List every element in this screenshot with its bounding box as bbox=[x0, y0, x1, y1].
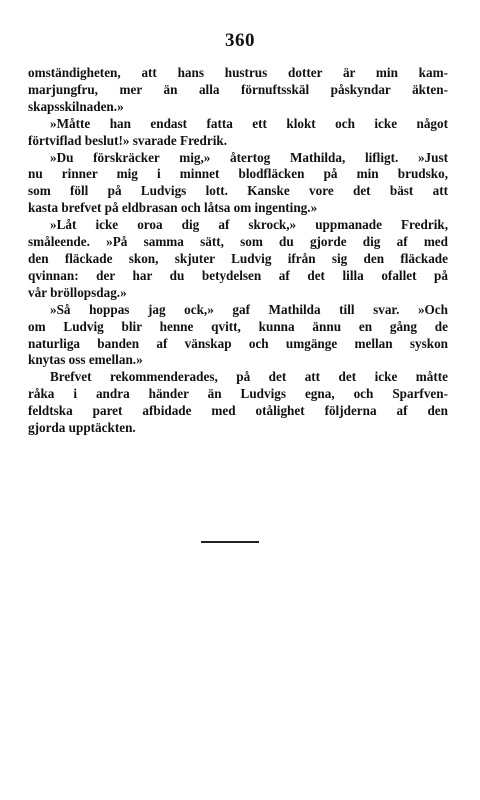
text-line: feldtska paret afbidade med otålighet följderna af den bbox=[28, 403, 448, 419]
text-line: om Ludvig blir henne qvitt, kunna ännu en gång de bbox=[28, 318, 448, 334]
text-line: kasta brefvet på eldbrasan och låtsa om ingenting.» bbox=[28, 200, 318, 216]
text-line: nu rinner mig i minnet blodfläcken på min brudsko, bbox=[28, 166, 448, 182]
text-line: knytas oss emellan.» bbox=[28, 352, 143, 368]
text-line: råka i andra händer än Ludvigs egna, och Sparfven- bbox=[28, 386, 448, 402]
text-line: Brefvet rekommenderades, på det att det icke måtte bbox=[50, 369, 448, 385]
text-line: vår bröllopsdag.» bbox=[28, 284, 127, 300]
text-line: marjungfru, mer än alla förnuftsskäl påskyndar äkten- bbox=[28, 81, 448, 97]
text-line: förtviflad beslut!» svarade Fredrik. bbox=[28, 132, 228, 148]
text-line: »Låt icke oroa dig af skrock,» uppmanade Fredrik, bbox=[50, 217, 448, 233]
text-line: qvinnan: der har du betydelsen af det lilla ofallet på bbox=[28, 267, 448, 283]
section-end-rule bbox=[201, 541, 259, 543]
text-line: »Du förskräcker mig,» återtog Mathilda, lifligt. »Just bbox=[50, 149, 448, 165]
text-line: den fläckade skon, skjuter Ludvig ifrån sig den fläckade bbox=[28, 250, 448, 266]
text-line: omständigheten, att hans hustrus dotter är min kam- bbox=[28, 65, 448, 80]
text-line: »Så hoppas jag ock,» gaf Mathilda till svar. »Och bbox=[50, 301, 448, 317]
text-line: som föll på Ludvigs lott. Kanske vore det bäst att bbox=[28, 183, 448, 199]
text-line: naturliga banden af vänskap och umgänge mellan syskon bbox=[28, 335, 448, 351]
page-number: 360 bbox=[225, 30, 255, 51]
text-line: »Måtte han endast fatta ett klokt och icke något bbox=[50, 115, 448, 131]
text-line: gjorda upptäckten. bbox=[28, 420, 136, 436]
body-text bbox=[28, 65, 448, 437]
text-line: skapsskilnaden.» bbox=[28, 98, 124, 114]
text-line: småleende. »På samma sätt, som du gjorde dig af med bbox=[28, 234, 448, 250]
